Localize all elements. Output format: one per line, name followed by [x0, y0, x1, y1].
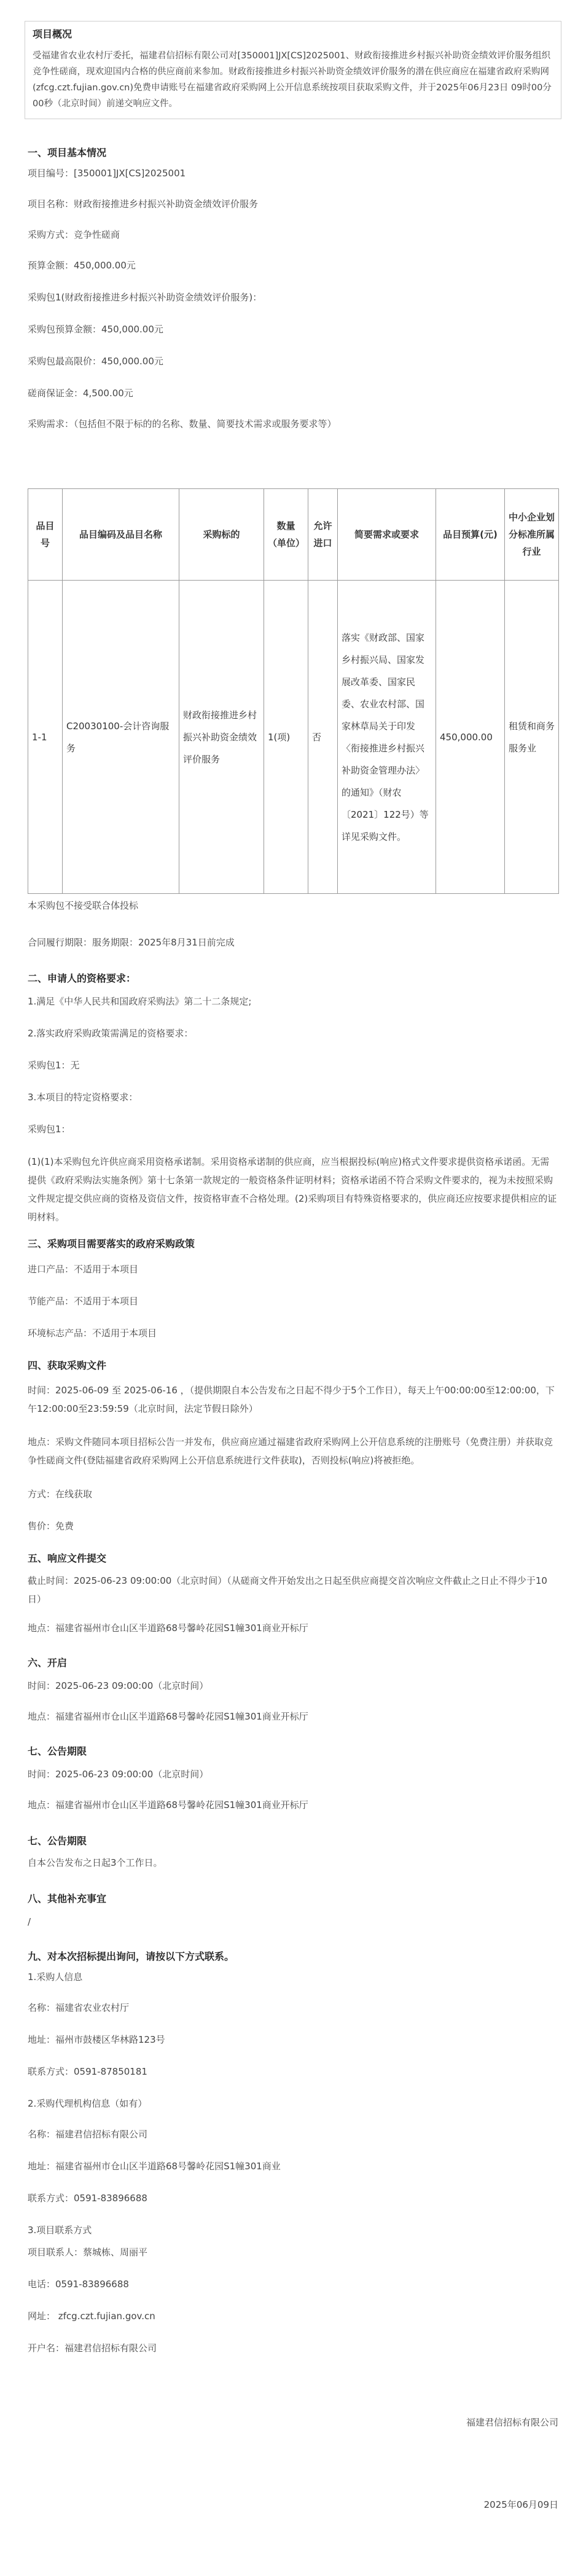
section-8-title: 八、其他补充事宜	[28, 1893, 107, 1905]
acquire-place: 地点：采购文件随同本项目招标公告一并发布，供应商应通过福建省政府采购网上公开信息系统的注册账号（免费注册）并获取竞争性磋商文件(登陆福建省政府采购网上公开信息系统进行文件获取)，否则投标(响应)将被拒绝。	[28, 1436, 553, 1466]
opening-time: 时间：2025-06-23 09:00:00（北京时间）	[28, 1680, 209, 1691]
package-budget: 采购包预算金额：450,000.00元	[28, 324, 163, 335]
contact-title: 3.项目联系方式	[28, 2225, 92, 2236]
account-name: 开户名：福建君信招标有限公司	[28, 2343, 157, 2354]
package-max-price: 采购包最高限价：450,000.00元	[28, 356, 163, 367]
cell-quantity: 1(项)	[264, 581, 308, 894]
acquire-time: 时间：2025-06-09 至 2025-06-16 ，（提供期限自本公告发布之日起不得少于5个工作日），每天上午00:00:00至12:00:00，下午12:00:00至23:59:59（北京时间，法定节假日除外）	[28, 1385, 555, 1414]
qualification-1: 1.满足《中华人民共和国政府采购法》第二十二条规定;	[28, 996, 252, 1007]
cell-target: 财政衔接推进乡村振兴补助资金绩效评价服务	[179, 581, 264, 894]
contact-website: 网址： zfcg.czt.fujian.gov.cn	[28, 2311, 155, 2322]
submit-deadline: 截止时间：2025-06-23 09:00:00（北京时间）（从磋商文件开始发出之日起至供应商提交首次响应文件截止之日止不得少于10日）	[28, 1575, 547, 1605]
policy-import: 进口产品：不适用于本项目	[28, 1264, 139, 1275]
qualification-2: 2.落实政府采购政策需满足的资格要求：	[28, 1028, 193, 1039]
section-9-title: 九、对本次招标提出询问，请按以下方式联系。	[28, 1951, 235, 1962]
contact-phone: 电话：0591-83896688	[28, 2279, 129, 2290]
section-2-title: 二、申请人的资格要求：	[28, 973, 136, 984]
buyer-info-title: 1.采购人信息	[28, 1971, 83, 1983]
cell-budget: 450,000.00	[436, 581, 505, 894]
procurement-method: 采购方式：竞争性磋商	[28, 229, 120, 240]
buyer-name: 名称：福建省农业农村厅	[28, 2002, 130, 2013]
section-1-title: 一、项目基本情况	[28, 147, 107, 159]
qualification-3: 3.本项目的特定资格要求：	[28, 1092, 138, 1103]
budget-amount: 预算金额：450,000.00元	[28, 260, 136, 271]
th-item-no: 品目号	[28, 489, 63, 581]
th-budget: 品目预算(元)	[436, 489, 505, 581]
th-requirement: 简要需求或要求	[338, 489, 436, 581]
th-industry: 中小企业划分标准所属行业	[505, 489, 559, 581]
consortium-note: 本采购包不接受联合体投标	[28, 900, 139, 911]
contract-period: 合同履行期限：服务期限：2025年8月31日前完成	[28, 937, 235, 948]
cell-item-code: C20030100-会计咨询服务	[63, 581, 179, 894]
th-import: 允许进口	[308, 489, 338, 581]
agency-name: 名称：福建君信招标有限公司	[28, 2129, 148, 2140]
table-row	[28, 581, 559, 894]
th-target: 采购标的	[179, 489, 264, 581]
buyer-phone: 联系方式：0591-87850181	[28, 2066, 147, 2077]
items-table	[28, 488, 559, 894]
project-name: 项目名称：财政衔接推进乡村振兴补助资金绩效评价服务	[28, 198, 259, 209]
contact-people: 项目联系人：蔡城栋、周丽平	[28, 2247, 148, 2258]
footer-date: 2025年06月09日	[483, 2499, 558, 2510]
acquire-way: 方式：在线获取	[28, 1489, 93, 1500]
policy-environment: 环境标志产品：不适用于本项目	[28, 1328, 157, 1339]
qualification-2-pkg1: 采购包1：无	[28, 1060, 80, 1071]
overview-title: 项目概况	[33, 28, 72, 40]
opening-place: 地点：福建省福州市仓山区半道路68号馨岭花园S1幢301商业开标厅	[28, 1711, 308, 1722]
cell-import: 否	[308, 581, 338, 894]
notice-period: 自本公告发布之日起3个工作日。	[28, 1857, 163, 1868]
section-5-title: 五、响应文件提交	[28, 1552, 107, 1564]
section-3-title: 三、采购项目需要落实的政府采购政策	[28, 1238, 195, 1250]
agency-address: 地址：福建省福州市仓山区半道路68号馨岭花园S1幢301商业	[28, 2161, 281, 2172]
agency-phone: 联系方式：0591-83896688	[28, 2193, 147, 2204]
qualification-detail: (1)(1)本采购包允许供应商采用资格承诺制。采用资格承诺制的供应商，应当根据投标(响应)格式文件要求提供资格承诺函。无需提供《政府采购法实施条例》第十七条第一款规定的一般资格条件证明材料；资格承诺函不符合采购文件要求的，视为未按照采购文件规定提交供应商的资格及资信文件，按资格审查不合格处理。(2)采购项目有特殊资格要求的，供应商还应按要求提供相应的证明材料。	[28, 1156, 557, 1223]
deposit: 磋商保证金：4,500.00元	[28, 388, 133, 399]
notice-time: 时间：2025-06-23 09:00:00（北京时间）	[28, 1769, 209, 1780]
section-7b-title: 七、公告期限	[28, 1835, 87, 1847]
acquire-price: 售价：免费	[28, 1521, 74, 1532]
th-quantity: 数量（单位）	[264, 489, 308, 581]
submit-place: 地点：福建省福州市仓山区半道路68号馨岭花园S1幢301商业开标厅	[28, 1623, 308, 1634]
table-header-row	[28, 489, 559, 581]
overview-text: 受福建省农业农村厅委托，福建君信招标有限公司对[350001]JX[CS]2025001、财政衔接推进乡村振兴补助资金绩效评价服务组织竞争性磋商，现欢迎国内合格的供应商前来参加。财政衔接推进乡村振兴补助资金绩效评价服务的潜在供应商应在福建省政府采购网(zfcg.czt.fujian.gov.cn)免费申请账号在福建省政府采购网上公开信息系统按项目获取采购文件，并于2025年06月23日 09时00分00秒（北京时间）前递交响应文件。	[33, 51, 552, 109]
package-1: 采购包1(财政衔接推进乡村振兴补助资金绩效评价服务)：	[28, 292, 262, 303]
footer-company: 福建君信招标有限公司	[466, 2417, 558, 2428]
other-matters: /	[28, 1916, 31, 1927]
policy-energy: 节能产品：不适用于本项目	[28, 1296, 139, 1307]
section-6-title: 六、开启	[28, 1657, 68, 1669]
agency-info-title: 2.采购代理机构信息（如有）	[28, 2098, 147, 2109]
th-item-code: 品目编码及品目名称	[63, 489, 179, 581]
qualification-3-pkg1: 采购包1：	[28, 1124, 71, 1135]
project-number: 项目编号：[350001]JX[CS]2025001	[28, 168, 186, 179]
cell-item-no: 1-1	[28, 581, 63, 894]
section-7-title: 七、公告期限	[28, 1745, 87, 1757]
project-overview-box	[25, 21, 561, 119]
buyer-address: 地址：福州市鼓楼区华林路123号	[28, 2034, 165, 2045]
notice-place: 地点：福建省福州市仓山区半道路68号馨岭花园S1幢301商业开标厅	[28, 1799, 308, 1811]
cell-industry: 租赁和商务服务业	[505, 581, 559, 894]
cell-requirement: 落实《财政部、国家乡村振兴局、国家发展改革委、国家民委、农业农村部、国家林草局关于印发〈衔接推进乡村振兴补助资金管理办法〉的通知》（财农〔2021〕122号）等详见采购文件。	[338, 581, 436, 894]
procurement-requirement: 采购需求：（包括但不限于标的的名称、数量、简要技术需求或服务要求等）	[28, 418, 337, 429]
section-4-title: 四、获取采购文件	[28, 1360, 107, 1371]
